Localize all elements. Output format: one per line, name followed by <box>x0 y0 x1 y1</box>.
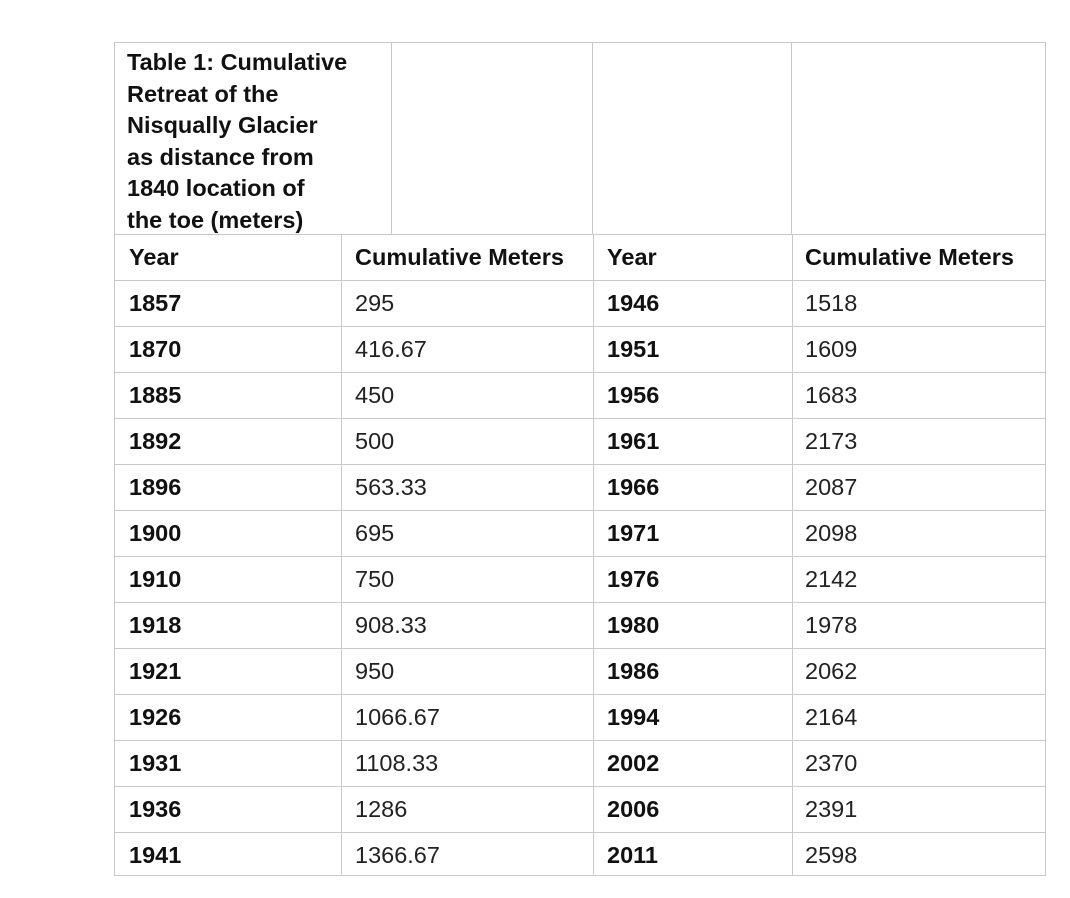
year-cell: 1941 <box>129 842 182 868</box>
table-body <box>115 235 1045 875</box>
year-cell: 1951 <box>607 336 660 362</box>
year-cell: 1896 <box>129 474 182 500</box>
year-cell: 1976 <box>607 566 660 592</box>
year-cell: 2011 <box>607 842 658 868</box>
year-cell: 1918 <box>129 612 182 638</box>
table-row <box>115 649 1045 695</box>
table-row <box>115 741 1045 787</box>
table-row <box>115 833 1045 879</box>
year-cell: 2002 <box>607 750 660 776</box>
cumulative-meters-cell: 1518 <box>805 290 858 316</box>
caption-line: the toe (meters) <box>127 206 304 233</box>
caption-line: Table 1: Cumulative <box>127 49 348 75</box>
cumulative-meters-cell: 1366.67 <box>355 842 440 868</box>
cumulative-meters-cell: 2087 <box>805 474 858 500</box>
cumulative-meters-cell: 2370 <box>805 750 858 776</box>
cumulative-meters-cell: 416.67 <box>355 336 427 362</box>
table-row <box>115 511 1045 557</box>
caption-line: 1840 location of <box>127 175 305 201</box>
year-cell: 1936 <box>129 796 182 822</box>
cumulative-meters-cell: 908.33 <box>355 612 427 638</box>
cumulative-meters-cell: 2598 <box>805 842 858 868</box>
year-cell: 1900 <box>129 520 182 546</box>
table-row <box>115 327 1045 373</box>
cumulative-meters-cell: 563.33 <box>355 474 427 500</box>
column-header-cumulative-meters: Cumulative Meters <box>805 244 1014 270</box>
column-header-cumulative-meters: Cumulative Meters <box>355 244 564 270</box>
year-cell: 1926 <box>129 704 182 730</box>
cumulative-meters-cell: 1066.67 <box>355 704 440 730</box>
cumulative-meters-cell: 2062 <box>805 658 858 684</box>
cumulative-meters-cell: 1978 <box>805 612 858 638</box>
year-cell: 1956 <box>607 382 660 408</box>
table-row <box>115 281 1045 327</box>
year-cell: 1910 <box>129 566 182 592</box>
cumulative-meters-cell: 2098 <box>805 520 858 546</box>
year-cell: 1885 <box>129 382 182 408</box>
table-row <box>115 603 1045 649</box>
cumulative-meters-cell: 1286 <box>355 796 408 822</box>
year-cell: 1971 <box>607 520 660 546</box>
year-cell: 1986 <box>607 658 660 684</box>
year-cell: 1980 <box>607 612 660 638</box>
cumulative-meters-cell: 2142 <box>805 566 858 592</box>
table-row <box>115 787 1045 833</box>
cumulative-meters-cell: 1609 <box>805 336 858 362</box>
cumulative-meters-cell: 2164 <box>805 704 858 730</box>
table-row <box>115 465 1045 511</box>
table-row <box>115 695 1045 741</box>
year-cell: 1857 <box>129 290 182 316</box>
table-row <box>115 373 1045 419</box>
year-cell: 1931 <box>129 750 182 776</box>
cumulative-meters-cell: 450 <box>355 382 395 408</box>
year-cell: 2006 <box>607 796 660 822</box>
year-cell: 1892 <box>129 428 182 454</box>
cumulative-meters-cell: 295 <box>355 290 395 316</box>
caption-line: as distance from <box>127 143 314 170</box>
empty-header-cell <box>392 43 593 234</box>
cumulative-meters-cell: 1683 <box>805 382 858 408</box>
empty-header-cell <box>593 43 792 234</box>
column-header-year: Year <box>607 244 657 270</box>
year-cell: 1961 <box>607 428 660 454</box>
table-row <box>115 419 1045 465</box>
year-cell: 1921 <box>129 658 182 684</box>
table-caption <box>115 43 392 234</box>
cumulative-meters-cell: 695 <box>355 520 395 546</box>
year-cell: 1994 <box>607 704 660 730</box>
year-cell: 1870 <box>129 336 182 362</box>
cumulative-meters-cell: 500 <box>355 428 395 454</box>
column-header-year: Year <box>129 244 179 270</box>
cumulative-meters-cell: 950 <box>355 658 395 684</box>
cumulative-meters-cell: 2391 <box>805 796 858 822</box>
year-cell: 1966 <box>607 474 660 500</box>
cumulative-meters-cell: 750 <box>355 566 395 592</box>
cumulative-meters-cell: 1108.33 <box>355 750 439 776</box>
table-row <box>115 557 1045 603</box>
caption-line: Retreat of the <box>127 80 279 107</box>
year-cell: 1946 <box>607 290 660 316</box>
caption-line: Nisqually Glacier <box>127 112 318 138</box>
cumulative-meters-cell: 2173 <box>805 428 858 454</box>
retreat-table <box>114 42 1046 876</box>
column-header-row <box>115 235 1045 281</box>
